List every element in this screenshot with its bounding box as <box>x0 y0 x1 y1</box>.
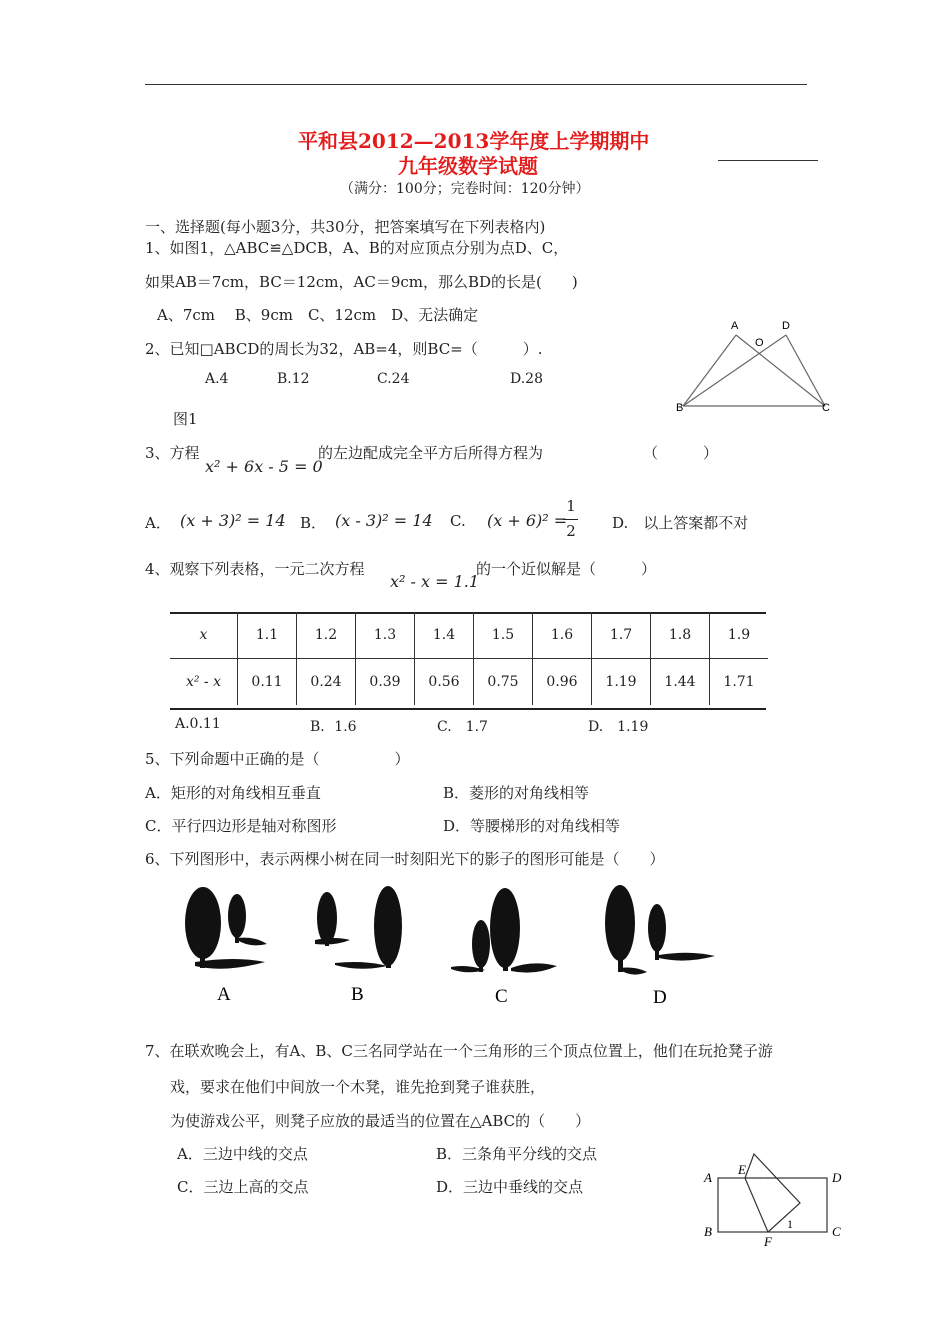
q5-option-c: C．平行四边形是轴对称图形 <box>145 817 337 835</box>
q4-stem-pre: 4、观察下列表格，一元二次方程 <box>145 560 365 578</box>
q3-stem-post: 的左边配成完全平方后所得方程为 <box>318 444 544 462</box>
q3-option-b-label: B． <box>300 514 327 532</box>
q6-stem: 6、下列图形中，表示两棵小树在同一时刻阳光下的影子的图形可能是（ ） <box>145 850 665 868</box>
q3-option-a: (x + 3)² = 14 <box>180 511 286 530</box>
q4-option-b: B．1.6 <box>310 719 357 735</box>
rect-angle-label-1: 1 <box>787 1217 793 1231</box>
fig1-label-O: O <box>755 337 764 349</box>
q3-option-d: D. 以上答案都不对 <box>612 514 749 532</box>
q5-option-b: B．菱形的对角线相等 <box>443 784 590 802</box>
table-cell: 1.1 <box>238 612 297 659</box>
tree-icon <box>605 885 635 961</box>
q1-line1: 1、如图1，△ABC≌△DCB，A、B的对应顶点分别为点D、C， <box>145 239 569 257</box>
tree-icon <box>374 886 402 966</box>
table-cell: 1.8 <box>651 612 710 659</box>
table-cell: 1.71 <box>710 659 769 706</box>
table-cell: 1.19 <box>592 659 651 706</box>
tree-icon <box>648 904 666 952</box>
q7-line1: 7、在联欢晚会上，有A、B、C三名同学站在一个三角形的三个顶点位置上，他们在玩抢凳子游 <box>145 1042 773 1060</box>
score-blank-line <box>718 160 818 161</box>
option-label-D: D <box>653 987 667 1008</box>
values-table <box>170 612 768 705</box>
table-cell: 1.9 <box>710 612 769 659</box>
table-cell: 0.39 <box>356 659 415 706</box>
q3-option-b: (x - 3)² = 14 <box>335 511 433 530</box>
q7-option-b: B．三条角平分线的交点 <box>436 1145 598 1163</box>
table-cell: 0.24 <box>297 659 356 706</box>
figure1-caption: 图1 <box>173 410 198 428</box>
table-cell: 1.4 <box>415 612 474 659</box>
table-cell: 1.7 <box>592 612 651 659</box>
q4-stem-post: 的一个近似解是（ ） <box>476 560 657 578</box>
fig1-label-C: C <box>822 402 830 414</box>
q4-option-c: C. 1.7 <box>437 719 488 735</box>
table-row <box>170 612 768 659</box>
table-cell: 0.75 <box>474 659 533 706</box>
top-rule <box>145 84 807 85</box>
table-cell: 0.96 <box>533 659 592 706</box>
option-label-A: A <box>217 984 231 1005</box>
q5-option-a: A．矩形的对角线相互垂直 <box>145 784 321 802</box>
rect-label-D: D <box>832 1170 842 1185</box>
table-row <box>170 659 768 706</box>
q7-option-d: D．三边中垂线的交点 <box>436 1178 584 1196</box>
fig1-label-B: B <box>676 402 684 414</box>
q4-option-d: D. 1.19 <box>588 719 649 735</box>
rect-label-A: A <box>704 1170 712 1185</box>
table-head-x2-x: x² - x <box>185 674 222 690</box>
option-label-B: B <box>351 984 364 1005</box>
page-title-line1: 平和县2012—2013学年度上学期期中 <box>298 129 650 153</box>
q7-option-a: A．三边中线的交点 <box>177 1145 308 1163</box>
shadow-icon <box>511 963 557 972</box>
fig1-label-D: D <box>782 320 790 332</box>
q2-stem: 2、已知□ABCD的周长为32，AB=4，则BC=（ ）. <box>145 340 543 358</box>
q1-line2: 如果AB＝7cm，BC＝12cm，AC＝9cm，那么BD的长是( ) <box>145 273 578 291</box>
rect-label-F: F <box>764 1234 772 1248</box>
q2-option-d: D.28 <box>510 371 543 387</box>
shadow-icon <box>195 959 265 969</box>
q3-option-c-numerator: 1 <box>566 497 576 515</box>
page-subtitle: （满分：100分；完卷时间：120分钟） <box>340 181 590 197</box>
q3-stem-pre: 3、方程 <box>145 444 200 462</box>
tree-shadow-figures <box>175 878 735 1010</box>
option-label-C: C <box>495 986 508 1007</box>
table-cell: 1.44 <box>651 659 710 706</box>
tree-icon <box>228 894 246 938</box>
q2-option-a: A.4 <box>205 371 229 387</box>
q2-option-c: C.24 <box>377 371 410 387</box>
section-heading: 一、选择题(每小题3分，共30分，把答案填写在下列表格内) <box>145 218 546 236</box>
q5-option-d: D．等腰梯形的对角线相等 <box>443 817 621 835</box>
table-cell: 1.5 <box>474 612 533 659</box>
q3-fraction-bar <box>563 519 578 520</box>
tree-icon <box>490 888 520 968</box>
rect-label-E: E <box>738 1162 746 1177</box>
shadow-icon <box>315 938 350 945</box>
figure1-diagram <box>668 315 838 430</box>
table-cell: 0.11 <box>238 659 297 706</box>
table-bottom-border <box>170 708 766 710</box>
shadow-icon <box>335 962 387 969</box>
q7-line3: 为使游戏公平，则凳子应放的最适当的位置在△ABC的（ ） <box>170 1112 591 1130</box>
q3-equation: x² + 6x - 5 = 0 <box>205 457 323 476</box>
table-cell: 1.2 <box>297 612 356 659</box>
q3-option-c-label: C. <box>450 512 466 530</box>
q3-answer-paren: （ ） <box>643 444 719 462</box>
tree-icon <box>472 920 490 968</box>
shadow-icon <box>620 968 647 975</box>
q3-option-c-denominator: 2 <box>566 522 576 540</box>
q4-option-a: A.0.11 <box>175 716 221 732</box>
q1-options: A、7cm B、9cm C、12cm D、无法确定 <box>157 306 479 324</box>
fig1-label-A: A <box>731 320 739 332</box>
q7-option-c: C．三边上高的交点 <box>177 1178 309 1196</box>
shadow-icon <box>237 938 267 946</box>
shadow-icon <box>659 953 715 961</box>
tree-icon <box>317 892 337 944</box>
q2-option-b: B.12 <box>277 371 310 387</box>
rect-label-B: B <box>704 1224 712 1239</box>
q3-option-c: (x + 6)² = <box>487 511 568 530</box>
q4-equation: x² - x = 1.1 <box>390 572 480 591</box>
q7-line2: 戏，要求在他们中间放一个木凳，谁先抢到凳子谁获胜， <box>170 1078 546 1096</box>
table-cell: 1.3 <box>356 612 415 659</box>
q3-option-a-label: A． <box>145 514 171 532</box>
table-cell: 1.6 <box>533 612 592 659</box>
page-title-line2: 九年级数学试题 <box>398 154 538 178</box>
rect-label-C: C <box>832 1224 841 1239</box>
folded-rectangle-diagram <box>698 1150 850 1248</box>
table-head-x: x <box>170 612 238 659</box>
q5-stem: 5、下列命题中正确的是（ ） <box>145 750 410 768</box>
table-cell: 0.56 <box>415 659 474 706</box>
